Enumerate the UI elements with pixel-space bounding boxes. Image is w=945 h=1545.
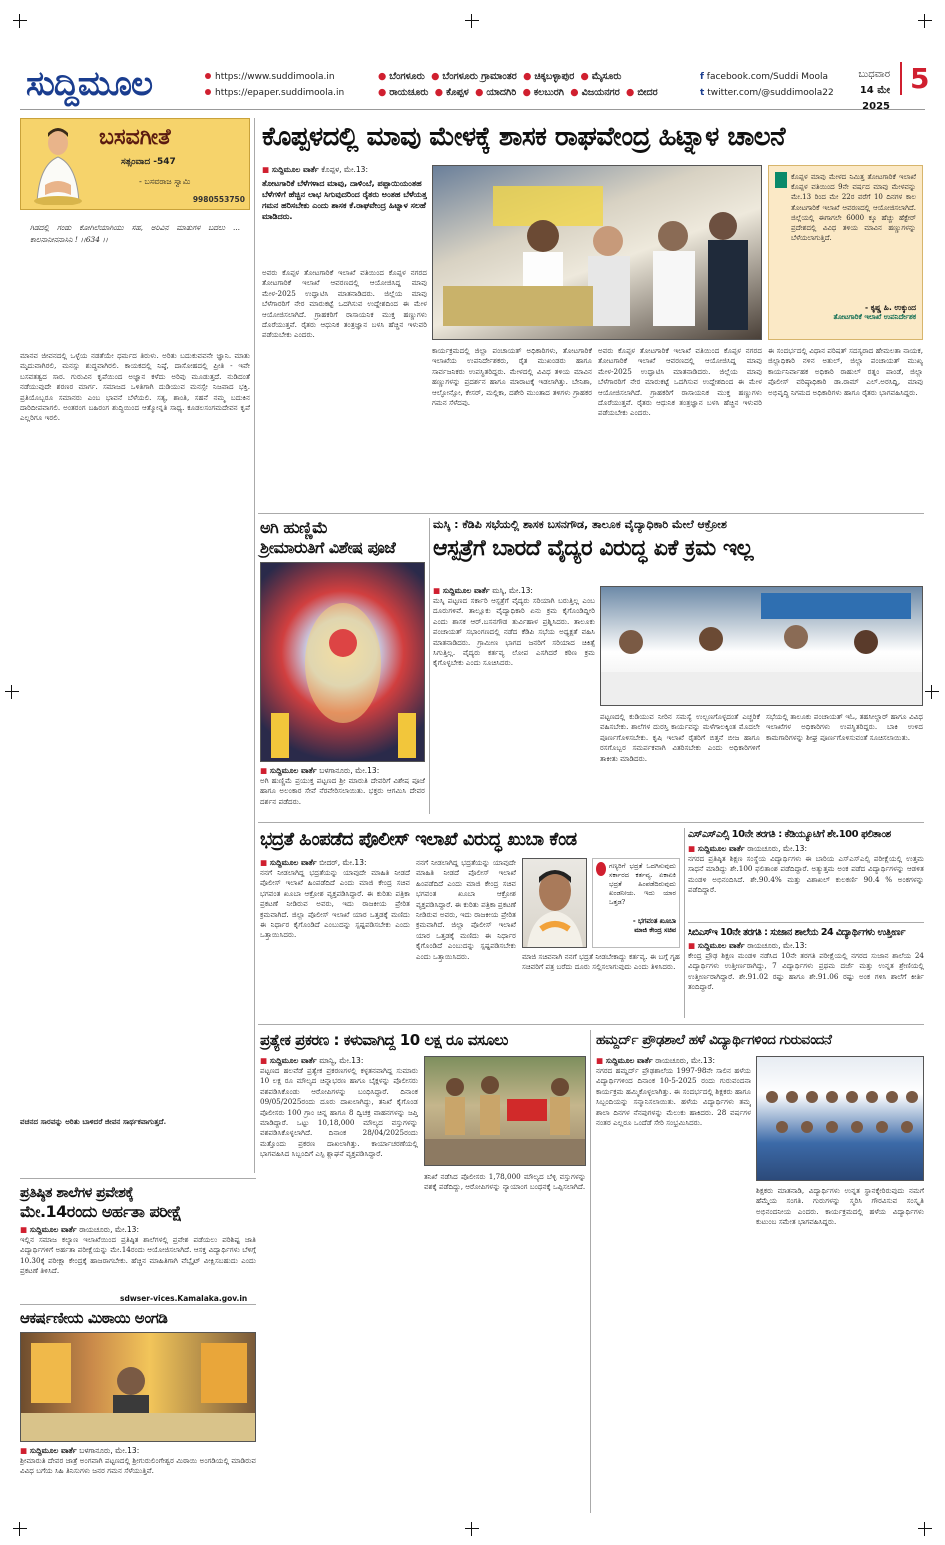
issue-day: ಬುಧವಾರ [858, 69, 890, 80]
byline-bullet-icon: ■ [260, 1056, 268, 1065]
newspaper-logo: ಸುದ್ದಿಮೂಲ [26, 64, 152, 104]
kdp-meeting-photo [600, 586, 923, 706]
byline-source: ಸುದ್ದಿಮೂಲ ವಾರ್ತೆ [605, 1056, 653, 1065]
byline-bullet-icon: ■ [20, 1225, 28, 1234]
byline-place: ಮಾನ್ವಿ, ಮೇ.13: [319, 1056, 364, 1065]
byline-bullet-icon: ■ [433, 586, 441, 595]
entrance-headline-1: ಪ್ರತಿಷ್ಠಿತ ಶಾಲೆಗಳ ಪ್ರವೇಶಕ್ಕೆ [20, 1185, 134, 1201]
registration-mark [465, 1522, 479, 1536]
column-divider [429, 518, 430, 814]
alumni-headline: ಹಮ್ದರ್ದ್ ಪ್ರೌಢಶಾಲೆ ಹಳೆ ವಿದ್ಯಾರ್ಥಿಗಳಿಂದ ಗುರುವಂದನೆ [596, 1032, 832, 1048]
basavageethe-body: ಮಾನವ ಜೀವನದಲ್ಲಿ ಒಳ್ಳೆಯ ನಡತೆಯೇ ಧರ್ಮದ ತಿರುಳು. ಅರಿತು ಬದುಕುವವನೇ ಜ್ಞಾನಿ. ಮಾತು ಮೃದುವಾಗಿರಲಿ, ಮನಸ್ಸು ಶುದ್ಧವಾಗಿರಲಿ. ಕಾಯಕದಲ್ಲಿ ನಿಷ್ಠೆ, ದಾಸೋಹದಲ್ಲಿ ಪ್ರೀತಿ - ಇವೇ ಬಸವತತ್ವದ ಸಾರ. ಗುರುವಿನ ಕೃಪೆಯಿಂದ ಅಜ್ಞಾನ ಕಳೆದು ಅರಿವು ಮೂಡುತ್ತದೆ. ನುಡಿದಂತೆ ನಡೆಯುವುದೇ ಶರಣರ ಮಾರ್ಗ. ಸಮಾಜದ ಒಳಿತಿಗಾಗಿ ದುಡಿಯುವ ಮನಸ್ಸೇ ನಿಜವಾದ ಭಕ್ತಿ. ಪ್ರತಿಯೊಬ್ಬರೂ ಸಮಾನರು ಎಂಬ ಭಾವನೆ ಬೆಳೆಯಲಿ. ಸತ್ಯ, ಶಾಂತಿ, ಸಹನೆ ನಮ್ಮ ಬದುಕಿನ ದಾರಿದೀಪವಾಗಲಿ. ಅಂತರಂಗ ಬಹಿರಂಗ ಶುದ್ಧಿಯಿಂದ ಆತ್ಮೋನ್ನತಿ ಸಾಧ್ಯ. ಕೂಡಲಸಂಗಮದೇವನ ಕೃಪೆ ಎಲ್ಲರಿಗೂ ಇರಲಿ. [20, 351, 250, 423]
quote-icon [775, 172, 787, 188]
police-quote-by: - ಭಗವಂತ ಖೂಬಾ [632, 917, 676, 925]
temple-headline-2: ಶ್ರೀಮಾರುತಿಗೆ ವಿಶೇಷ ಪೂಜೆ [260, 538, 396, 557]
section-divider [20, 1178, 256, 1179]
registration-mark [465, 14, 479, 28]
basavageethe-phone: 9980553750 [192, 195, 245, 204]
sslc2-body: ಕೇಂದ್ರ ಪ್ರೌಢ ಶಿಕ್ಷಣ ಮಂಡಳಿ ನಡೆಸಿದ 10ನೇ ತರಗತಿ ಪರೀಕ್ಷೆಯಲ್ಲಿ ನಗರದ ಸುಜಾನ ಶಾಲೆಯ 24 ವಿದ್ಯಾರ್ಥಿಗಳು ಉತ್ತೀರ್ಣರಾಗಿದ್ದು, 7 ವಿದ್ಯಾರ್ಥಿಗಳು ಪ್ರಥಮ ದರ್ಜೆ ಮತ್ತು ಉನ್ನತ ಶ್ರೇಣಿಯಲ್ಲಿ ಉತ್ತೀರ್ಣರಾಗಿದ್ದಾರೆ. ಶೇ.91.02 ರಷ್ಟು ಹಾಗೂ ಶೇ.91.06 ರಷ್ಟು ಅಂಕ ಗಳಿಸಿ ಶಾಲೆಗೆ ಕೀರ್ತಿ ತಂದಿದ್ದಾರೆ. [688, 951, 924, 992]
city-item: ಚಿಕ್ಕಬಳ್ಳಾಪುರ [534, 71, 575, 82]
theft-byline [260, 1056, 418, 1066]
registration-mark [925, 685, 939, 699]
sslc1-byline [688, 844, 924, 854]
basavageethe-episode: ಸತ್ಸಂವಾದ -547 [121, 157, 176, 167]
hospital-headline: ಆಸ್ಪತ್ರೆಗೆ ಬಾರದೆ ವೈದ್ಯರ ವಿರುದ್ಧ ಏಕೆ ಕ್ರಮ ಇಲ್ಲ [433, 536, 754, 561]
byline-place: ಬಳಗಾನೂರು, ಮೇ.13: [79, 1446, 140, 1455]
byline-place: ಮಸ್ಕಿ, ಮೇ.13: [492, 586, 533, 595]
byline-place: ರಾಯಚೂರು, ಮೇ.13: [747, 844, 807, 853]
sslc-story-1 [688, 828, 924, 918]
khuba-portrait [522, 858, 587, 948]
alumni-group-photo [756, 1056, 924, 1181]
section-divider [258, 1024, 924, 1025]
mango-fair-photo [432, 165, 762, 340]
facebook-icon: f [700, 72, 704, 82]
temple-headline-1: ಅಗಿ ಹುಣ್ಣಿಮೆ [260, 518, 328, 537]
twitter-link[interactable]: twitter.com/@suddimoola22 [707, 88, 834, 98]
entrance-byline [20, 1225, 256, 1235]
byline-source: ಸುದ್ದಿಮೂಲ ವಾರ್ತೆ [271, 165, 319, 174]
sweet-shop-photo [20, 1332, 256, 1442]
theft-col-1 [260, 1056, 418, 1513]
entrance-body: ಇಲ್ಲಿನ ಸಮಾಜ ಕಲ್ಯಾಣ ಇಲಾಖೆಯಿಂದ ಪ್ರತಿಷ್ಠಿತ ಶಾಲೆಗಳಲ್ಲಿ ಪ್ರವೇಶ ಪಡೆಯಲು ಪರಿಶಿಷ್ಟ ಜಾತಿ ವಿದ್ಯಾರ್ಥಿಗಳಿಗೆ ಅರ್ಹತಾ ಪರೀಕ್ಷೆಯನ್ನು ಮೇ.14ರಂದು ಆಯೋಜಿಸಲಾಗಿದೆ. ಆಸಕ್ತ ವಿದ್ಯಾರ್ಥಿಗಳು ಬೆಳಿಗ್ಗೆ 10.30ಕ್ಕೆ ಪರೀಕ್ಷಾ ಕೇಂದ್ರಕ್ಕೆ ಹಾಜರಾಗಬೇಕು. ಹೆಚ್ಚಿನ ಮಾಹಿತಿಗಾಗಿ ವೆಬ್ಸೈಟ್ ವೀಕ್ಷಿಸಬಹುದು ಎಂದು ಪ್ರಕಟಣೆ ತಿಳಿಸಿದೆ. [20, 1235, 256, 1276]
issue-date [830, 67, 890, 115]
sslc2-byline [688, 941, 924, 951]
police-byline [260, 858, 410, 868]
sweets-byline [20, 1446, 256, 1456]
column-divider [254, 118, 255, 1173]
theft-body: ಪಟ್ಟಣದ ಹಲವೆಡೆ ಪ್ರತ್ಯೇಕ ಪ್ರಕರಣಗಳಲ್ಲಿ ಕಳ್ಳತನವಾಗಿದ್ದ ಸುಮಾರು 10 ಲಕ್ಷ ರೂ ಮೌಲ್ಯದ ಚಿನ್ನಾಭರಣ ಹಾಗೂ ಬೈಕ್ಗಳನ್ನು ಪೊಲೀಸರು ವಶಪಡಿಸಿಕೊಂಡು ಆರೋಪಿಗಳನ್ನು ಬಂಧಿಸಿದ್ದಾರೆ. ದಿನಾಂಕ 09/05/2025ರಂದು ದೂರು ದಾಖಲಾಗಿದ್ದು, ತನಿಖೆ ಕೈಗೊಂಡ ಪೊಲೀಸರು 100 ಗ್ರಾಂ ಚಿನ್ನ ಹಾಗೂ 8 ದ್ವಿಚಕ್ರ ವಾಹನಗಳನ್ನು ಜಪ್ತಿ ಮಾಡಿದ್ದಾರೆ. ಒಟ್ಟು 10,18,000 ಮೌಲ್ಯದ ವಸ್ತುಗಳನ್ನು ವಶಪಡಿಸಿಕೊಳ್ಳಲಾಗಿದೆ. ದಿನಾಂಕ 28/04/2025ರಂದು ಮತ್ತೊಂದು ಪ್ರಕರಣ ದಾಖಲಾಗಿತ್ತು. ಕಾರ್ಯಾಚರಣೆಯಲ್ಲಿ ಭಾಗವಹಿಸಿದ ಸಿಬ್ಬಂದಿಗೆ ಎಸ್ಪಿ ಶ್ಲಾಘನೆ ವ್ಯಕ್ತಪಡಿಸಿದ್ದಾರೆ. [260, 1066, 418, 1159]
section-divider [20, 1304, 256, 1305]
lead-quote-role: ತೋಟಗಾರಿಕೆ ಇಲಾಖೆ ಉಪನಿರ್ದೇಶಕ [833, 313, 916, 321]
quote-icon [596, 862, 606, 876]
lead-body-3: ಈ ಸಂದರ್ಭದಲ್ಲಿ ವಿಧಾನ ಪರಿಷತ್ ಸದಸ್ಯರಾದ ಹೇಮಲತಾ ನಾಯಕ, ಜಿಲ್ಲಾಧಿಕಾರಿ ನಳಿನ ಅತುಲ್, ಜಿಲ್ಲಾ ಪಂಚಾಯತ್ ಮುಖ್ಯ ಕಾರ್ಯನಿರ್ವಾಹಕ ಅಧಿಕಾರಿ ರಾಹುಲ್ ರತ್ನಂ ಪಾಂಡೆ, ಜಿಲ್ಲಾ ಪೊಲೀಸ್ ವರಿಷ್ಠಾಧಿಕಾರಿ ಡಾ.ರಾಮ್ ಎಲ್.ಅರಸಿದ್ದಿ, ಮಾವು ಅಭಿವೃದ್ಧಿ ನಿಗಮದ ಅಧಿಕಾರಿಗಳು ಹಾಗೂ ರೈತರು ಭಾಗವಹಿಸಿದ್ದರು. [768, 346, 923, 397]
lead-headline: ಕೊಪ್ಪಳದಲ್ಲಿ ಮಾವು ಮೇಳಕ್ಕೆ ಶಾಸಕ ರಾಘವೇಂದ್ರ ಹಿಟ್ನಾಳ ಚಾಲನೆ [262, 122, 786, 152]
column-divider [684, 828, 685, 1018]
byline-source: ಸುದ್ದಿಮೂಲ ವಾರ್ತೆ [269, 766, 317, 775]
police-body: ನನಗೆ ನೀಡಲಾಗಿದ್ದ ಭದ್ರತೆಯನ್ನು ಯಾವುದೇ ಮಾಹಿತಿ ನೀಡದೆ ಪೊಲೀಸ್ ಇಲಾಖೆ ಹಿಂಪಡೆದಿದೆ ಎಂದು ಮಾಜಿ ಕೇಂದ್ರ ಸಚಿವ ಭಗವಂತ ಖೂಬಾ ಆಕ್ರೋಶ ವ್ಯಕ್ತಪಡಿಸಿದ್ದಾರೆ. ಈ ಕುರಿತು ಪತ್ರಿಕಾ ಪ್ರಕಟಣೆ ನೀಡಿರುವ ಅವರು, ಇದು ರಾಜಕೀಯ ಪ್ರೇರಿತ ಕ್ರಮವಾಗಿದೆ. ಜಿಲ್ಲಾ ಪೊಲೀಸ್ ಇಲಾಖೆ ಯಾರ ಒತ್ತಡಕ್ಕೆ ಮಣಿದು ಈ ನಿರ್ಧಾರ ಕೈಗೊಂಡಿದೆ ಎಂಬುದನ್ನು ಸ್ಪಷ್ಟಪಡಿಸಬೇಕು ಎಂದು ಒತ್ತಾಯಿಸಿದರು. [260, 868, 410, 940]
temple-story [260, 518, 425, 814]
sweets-headline: ಆಕರ್ಷಣೀಯ ಮಿಠಾಯಿ ಅಂಗಡಿ [20, 1309, 168, 1327]
masthead [20, 60, 930, 112]
alumni-body-2: ಶಿಕ್ಷಕರು ಮಾತನಾಡಿ, ವಿದ್ಯಾರ್ಥಿಗಳು ಉನ್ನತ ಸ್ಥಾನಕ್ಕೇರಿರುವುದು ನಮಗೆ ಹೆಮ್ಮೆಯ ಸಂಗತಿ. ಗುರುಗಳನ್ನು ಸ್ಮರಿಸಿ ಗೌರವಿಸುವ ಸಂಸ್ಕೃತಿ ಅಭಿನಂದನೀಯ ಎಂದರು. ಕಾರ್ಯಕ್ರಮದಲ್ಲಿ ಹಳೆಯ ವಿದ್ಯಾರ್ಥಿಗಳು ಕುಟುಂಬ ಸಮೇತ ಭಾಗವಹಿಸಿದ್ದರು. [756, 1186, 924, 1227]
sslc1-body: ನಗರದ ಪ್ರತಿಷ್ಠಿತ ಶಿಕ್ಷಣ ಸಂಸ್ಥೆಯ ವಿದ್ಯಾರ್ಥಿಗಳು ಈ ಬಾರಿಯ ಎಸ್ಎಸ್ಎಲ್ಸಿ ಪರೀಕ್ಷೆಯಲ್ಲಿ ಉತ್ತಮ ಸಾಧನೆ ಮಾಡಿದ್ದು ಶೇ.100 ಫಲಿತಾಂಶ ಪಡೆದಿದ್ದಾರೆ. ಅತ್ಯುತ್ತಮ ಅಂಕ ಪಡೆದ ವಿದ್ಯಾರ್ಥಿಗಳನ್ನು ಆಡಳಿತ ಮಂಡಳಿ ಅಭಿನಂದಿಸಿದೆ. ಶೇ.90.4% ಮತ್ತು ವಿಶಾಖಲ್ ಕುಲಕರ್ಣಿ 90.4 % ಅಂಕಗಳನ್ನು ಪಡೆದಿದ್ದಾರೆ. [688, 854, 924, 895]
sweets-story [20, 1308, 256, 1513]
masthead-links [205, 69, 344, 101]
police-headline: ಭದ್ರತೆ ಹಿಂಪಡೆದ ಪೊಲೀಸ್ ಇಲಾಖೆ ವಿರುದ್ಧ ಖುಬಾ ಕೆಂಡ [260, 829, 577, 850]
website-link[interactable]: https://www.suddimoola.in [215, 72, 335, 82]
lead-quote-by: - ಕೃಷ್ಣ ಹಿ. ಉಕ್ಕುಂದ [865, 303, 916, 312]
byline-bullet-icon: ■ [262, 165, 270, 174]
byline-place: ಕೊಪ್ಪಳ, ಮೇ.13: [321, 165, 368, 174]
lead-quote-box [768, 165, 923, 340]
epaper-link[interactable]: https://epaper.suddimoola.in [215, 88, 345, 98]
section-divider [258, 513, 924, 514]
temple-byline [260, 766, 425, 776]
byline-bullet-icon: ■ [688, 941, 696, 950]
column-divider [590, 1030, 591, 1513]
entrance-headline-2: ಮೇ.14ರಂದು ಅರ್ಹತಾ ಪರೀಕ್ಷೆ [20, 1202, 182, 1221]
temple-deity-photo [260, 562, 425, 762]
police-col-1 [260, 858, 410, 1018]
byline-source: ಸುದ್ದಿಮೂಲ ವಾರ್ತೆ [269, 858, 317, 867]
registration-mark [13, 1522, 27, 1536]
web-icon [205, 89, 211, 95]
byline-place: ರಾಯಚೂರು, ಮೇ.13: [655, 1056, 715, 1065]
byline-bullet-icon: ■ [260, 766, 268, 775]
sslc-story-2 [688, 926, 924, 1018]
basavageethe-title: ಬಸವಗೀತೆ [99, 125, 171, 150]
basavageethe-author: - ಬಸವರಾಜ ಸ್ವಾಮಿ [139, 177, 191, 186]
byline-bullet-icon: ■ [688, 844, 696, 853]
byline-source: ಸುದ್ದಿಮೂಲ ವಾರ್ತೆ [269, 1056, 317, 1065]
byline-bullet-icon: ■ [20, 1446, 28, 1455]
byline-place: ಬೀದರ್, ಮೇ.13: [319, 858, 367, 867]
registration-mark [918, 14, 932, 28]
temple-body: ಅಗಿ ಹುಣ್ಣಿಮೆ ಪ್ರಯುಕ್ತ ಪಟ್ಟಣದ ಶ್ರೀ ಮಾರುತಿ ದೇವರಿಗೆ ವಿಶೇಷ ಪೂಜೆ ಹಾಗೂ ಅಲಂಕಾರ ಸೇವೆ ನೆರವೇರಿಸಲಾಯಿತು. ಭಕ್ತರು ಆಗಮಿಸಿ ದೇವರ ದರ್ಶನ ಪಡೆದರು. [260, 776, 425, 806]
lead-body-2: ಕಾರ್ಯಕ್ರಮದಲ್ಲಿ ಜಿಲ್ಲಾ ಪಂಚಾಯತ್ ಅಧಿಕಾರಿಗಳು, ತೋಟಗಾರಿಕೆ ಇಲಾಖೆಯ ಉಪನಿರ್ದೇಶಕರು, ರೈತ ಮುಖಂಡರು ಹಾಗೂ ಸಾರ್ವಜನಿಕರು ಉಪಸ್ಥಿತರಿದ್ದರು. ಮೇಳದಲ್ಲಿ ವಿವಿಧ ತಳಿಯ ಮಾವಿನ ಹಣ್ಣುಗಳನ್ನು ಪ್ರದರ್ಶನ ಹಾಗೂ ಮಾರಾಟಕ್ಕೆ ಇಡಲಾಗಿತ್ತು. ಬೇನಿಶಾ, ಆಲ್ಫೋನ್ಸೋ, ಕೇಸರ್, ಮಲ್ಲಿಕಾ, ದಶೇರಿ ಮುಂತಾದ ತಳಿಗಳು ಗ್ರಾಹಕರ ಗಮನ ಸೆಳೆದವು. [432, 346, 592, 408]
police-quote-role: ಮಾಜಿ ಕೇಂದ್ರ ಸಚಿವ [634, 926, 676, 934]
lead-story [262, 165, 427, 505]
byline-source: ಸುದ್ದಿಮೂಲ ವಾರ್ತೆ [697, 941, 745, 950]
alumni-byline [596, 1056, 751, 1066]
hospital-byline [433, 586, 595, 596]
page-number: 5 [900, 62, 929, 95]
basavageethe-verse: ಗಿಡದಲ್ಲಿ ಗಂಡು ಕೋಗಿಲೆಯಾಗಿಯು ಸಹ, ಅರಿವಿನ ಮಾತುಗಳ ಬದಲು ... ಕಾಲನಾನೀನನಾಸಿನಿ ! ।।634 ।। [30, 223, 240, 244]
byline-place: ಬಳಗಾನೂರು, ಮೇ.13: [319, 766, 380, 775]
basavageethe-closing: ವಚನದ ಸಾರವನ್ನು ಅರಿತು ಬಾಳಿದರೆ ಜೀವನ ಸಾರ್ಥಕವಾಗುತ್ತದೆ. [20, 1117, 167, 1126]
entrance-link[interactable]: sdwser-vices.Kamalaka.gov.in [120, 1294, 248, 1303]
sweets-body: ಶ್ರೀಮಾರುತಿ ದೇವರ ಜಾತ್ರೆ ಅಂಗವಾಗಿ ಪಟ್ಟಣದಲ್ಲಿ ಶ್ರೀಗುರುಲಿಂಗೇಶ್ವರ ಮಿಠಾಯಿ ಅಂಗಡಿಯಲ್ಲಿ ಮಾಡಿರುವ ವಿವಿಧ ಬಗೆಯ ಸಿಹಿ ತಿನಿಸುಗಳು ಜನರ ಗಮನ ಸೆಳೆಯುತ್ತಿವೆ. [20, 1456, 256, 1476]
police-quote: ಗಣ್ಯರಿಗೆ ಭದ್ರತೆ ಒದಗಿಸುವುದು ಸರ್ಕಾರದ ಕರ್ತವ್ಯ. ಏಕಾಏಕಿ ಭದ್ರತೆ ಹಿಂಪಡೆದಿರುವುದು ಖಂಡನೀಯ. ಇದು ಯಾರ ಒತ್ತಡ? [609, 862, 676, 906]
city-item: ಬೆಂಗಳೂರು ಗ್ರಾಮಾಂತರ [442, 71, 517, 82]
lead-quote: ಕೊಪ್ಪಳ ಮಾವು ಮೇಳದ ನಿಮಿತ್ತ ತೋಟಗಾರಿಕೆ ಇಲಾಖೆ ಕೊಪ್ಪಳ ವತಿಯಿಂದ 9ನೇ ವರ್ಷದ ಮಾವು ಮೇಳವನ್ನು ಮೇ.13 ರಿಂದ ಮೇ 22ರ ವರೆಗೆ 10 ದಿನಗಳ ಕಾಲ ತೋಟಗಾರಿಕೆ ಇಲಾಖೆ ಆವರಣದಲ್ಲಿ ಆಯೋಜಿಸಲಾಗಿದೆ. ಜಿಲ್ಲೆಯಲ್ಲಿ ಈಗಾಗಲೇ 6000 ಕ್ಕೂ ಹೆಚ್ಚು ಹೆಕ್ಟೇರ್ ಪ್ರದೇಶದಲ್ಲಿ ವಿವಿಧ ತಳಿಯ ಮಾವಿನ ಹಣ್ಣುಗಳನ್ನು ಬೆಳೆಯಲಾಗುತ್ತಿದೆ. [791, 173, 916, 243]
byline-source: ಸುದ್ದಿಮೂಲ ವಾರ್ತೆ [697, 844, 745, 853]
sslc1-headline: ಎಸ್ಎಸ್ಎಲ್ಸಿ 10ನೇ ತರಗತಿ : ಕೆಡಿಯ್ಯೂಟಿಗೆ ಶೇ.100 ಫಲಿತಾಂಶ [688, 829, 891, 840]
issue-date-text: 14 ಮೇ 2025 [859, 85, 890, 112]
police-body-2: ನನಗೆ ನೀಡಲಾಗಿದ್ದ ಭದ್ರತೆಯನ್ನು ಯಾವುದೇ ಮಾಹಿತಿ ನೀಡದೆ ಪೊಲೀಸ್ ಇಲಾಖೆ ಹಿಂಪಡೆದಿದೆ ಎಂದು ಮಾಜಿ ಕೇಂದ್ರ ಸಚಿವ ಭಗವಂತ ಖೂಬಾ ಆಕ್ರೋಶ ವ್ಯಕ್ತಪಡಿಸಿದ್ದಾರೆ. ಈ ಕುರಿತು ಪತ್ರಿಕಾ ಪ್ರಕಟಣೆ ನೀಡಿರುವ ಅವರು, ಇದು ರಾಜಕೀಯ ಪ್ರೇರಿತ ಕ್ರಮವಾಗಿದೆ. ಜಿಲ್ಲಾ ಪೊಲೀಸ್ ಇಲಾಖೆ ಯಾರ ಒತ್ತಡಕ್ಕೆ ಮಣಿದು ಈ ನಿರ್ಧಾರ ಕೈಗೊಂಡಿದೆ ಎಂಬುದನ್ನು ಸ್ಪಷ್ಟಪಡಿಸಬೇಕು ಎಂದು ಒತ್ತಾಯಿಸಿದರು. [416, 858, 516, 961]
city-item: ಬೀದರ [637, 87, 658, 98]
seized-goods-photo [424, 1056, 586, 1166]
byline-source: ಸುದ್ದಿಮೂಲ ವಾರ್ತೆ [29, 1446, 77, 1455]
section-divider [258, 822, 924, 823]
lead-body-1: ಅವರು ಕೊಪ್ಪಳ ತೋಟಗಾರಿಕೆ ಇಲಾಖೆ ವತಿಯಿಂದ ಕೊಪ್ಪಳ ನಗರದ ತೋಟಗಾರಿಕೆ ಇಲಾಖೆ ಆವರಣದಲ್ಲಿ ಆಯೋಜಿಸಿದ್ದ ಮಾವು ಮೇಳ-2025 ಉದ್ಘಾಟಿಸಿ ಮಾತನಾಡಿದರು. ಜಿಲ್ಲೆಯ ಮಾವು ಬೆಳೆಗಾರರಿಗೆ ನೇರ ಮಾರುಕಟ್ಟೆ ಒದಗಿಸುವ ಉದ್ದೇಶದಿಂದ ಈ ಮೇಳ ಆಯೋಜಿಸಲಾಗಿದೆ. ಗ್ರಾಹಕರಿಗೆ ರಾಸಾಯನಿಕ ಮುಕ್ತ ಹಣ್ಣುಗಳು ದೊರೆಯುತ್ತವೆ. ರೈತರು ಆಧುನಿಕ ತಂತ್ರಜ್ಞಾನ ಬಳಸಿ ಹೆಚ್ಚಿನ ಇಳುವರಿ ಪಡೆಯಬೇಕು ಎಂದರು. [262, 268, 427, 340]
theft-body-2: ತನಿಖೆ ನಡೆಸಿದ ಪೊಲೀಸರು 1,78,000 ಮೌಲ್ಯದ ಬೆಳ್ಳಿ ವಸ್ತುಗಳನ್ನು ವಶಕ್ಕೆ ಪಡೆದಿದ್ದು, ಆರೋಪಿಗಳನ್ನು ನ್ಯಾಯಾಂಗ ಬಂಧನಕ್ಕೆ ಒಪ್ಪಿಸಲಾಗಿದೆ. [424, 1172, 586, 1192]
section-divider [688, 922, 924, 923]
hospital-body-3: ಸಭೆಯಲ್ಲಿ ತಾಲೂಕು ಪಂಚಾಯತ್ ಇಓ, ತಹಸೀಲ್ದಾರ್ ಹಾಗೂ ವಿವಿಧ ಇಲಾಖೆಗಳ ಅಧಿಕಾರಿಗಳು ಉಪಸ್ಥಿತರಿದ್ದರು. ಬಾಕಿ ಉಳಿದ ಕಾಮಗಾರಿಗಳನ್ನು ಶೀಘ್ರ ಪೂರ್ಣಗೊಳಿಸುವಂತೆ ಸೂಚಿಸಲಾಯಿತು. [766, 712, 923, 742]
hospital-body-2: ಪಟ್ಟಣದಲ್ಲಿ ಕುಡಿಯುವ ನೀರಿನ ಸಮಸ್ಯೆ ಉಲ್ಬಣಗೊಳ್ಳದಂತೆ ಎಚ್ಚರಿಕೆ ವಹಿಸಬೇಕು. ಶಾಲೆಗಳ ದುರಸ್ತಿ ಕಾರ್ಯವನ್ನು ಮಳೆಗಾಲಕ್ಕಿಂತ ಮೊದಲೇ ಪೂರ್ಣಗೊಳಿಸಬೇಕು. ಕೃಷಿ ಇಲಾಖೆ ರೈತರಿಗೆ ಬಿತ್ತನೆ ಬೀಜ ಹಾಗೂ ರಸಗೊಬ್ಬರ ಸಮರ್ಪಕವಾಗಿ ವಿತರಿಸಬೇಕು ಎಂದು ಅಧಿಕಾರಿಗಳಿಗೆ ತಾಕೀತು ಮಾಡಿದರು. [600, 712, 760, 763]
police-quote-box [592, 858, 680, 948]
alumni-col-1 [596, 1056, 751, 1513]
city-item: ವಿಜಯನಗರ [581, 87, 620, 98]
city-item: ಮೈಸೂರು [591, 71, 622, 82]
entrance-story [20, 1184, 256, 1294]
city-item: ಬೆಂಗಳೂರು [389, 71, 425, 82]
basavageethe-column [20, 118, 250, 1173]
lead-body-2b: ಅವರು ಕೊಪ್ಪಳ ತೋಟಗಾರಿಕೆ ಇಲಾಖೆ ವತಿಯಿಂದ ಕೊಪ್ಪಳ ನಗರದ ತೋಟಗಾರಿಕೆ ಇಲಾಖೆ ಆವರಣದಲ್ಲಿ ಆಯೋಜಿಸಿದ್ದ ಮಾವು ಮೇಳ-2025 ಉದ್ಘಾಟಿಸಿ ಮಾತನಾಡಿದರು. ಜಿಲ್ಲೆಯ ಮಾವು ಬೆಳೆಗಾರರಿಗೆ ನೇರ ಮಾರುಕಟ್ಟೆ ಒದಗಿಸುವ ಉದ್ದೇಶದಿಂದ ಈ ಮೇಳ ಆಯೋಜಿಸಲಾಗಿದೆ. ಗ್ರಾಹಕರಿಗೆ ರಾಸಾಯನಿಕ ಮುಕ್ತ ಹಣ್ಣುಗಳು ದೊರೆಯುತ್ತವೆ. ರೈತರು ಆಧುನಿಕ ತಂತ್ರಜ್ಞಾನ ಬಳಸಿ ಹೆಚ್ಚಿನ ಇಳುವರಿ ಪಡೆಯಬೇಕು ಎಂದರು. [598, 346, 762, 418]
facebook-link[interactable]: facebook.com/Suddi Moola [706, 72, 829, 82]
saint-illustration [27, 125, 89, 205]
byline-bullet-icon: ■ [596, 1056, 604, 1065]
byline-source: ಸುದ್ದಿಮೂಲ ವಾರ್ತೆ [442, 586, 490, 595]
byline-place: ರಾಯಚೂರು, ಮೇ.13: [747, 941, 807, 950]
city-item: ಯಾದಗಿರಿ [486, 87, 517, 98]
city-item: ರಾಯಚೂರು [389, 87, 429, 98]
registration-mark [918, 1522, 932, 1536]
registration-mark [5, 685, 19, 699]
city-item: ಕೊಪ್ಪಳ [446, 87, 469, 98]
web-icon [205, 73, 211, 79]
lead-summary: ತೋಟಗಾರಿಕೆ ಬೆಳೆಗಳಾದ ಮಾವು, ದಾಳಿಂಬೆ, ಪಪ್ಪಾಯಿಯಂತಹ ಬೆಳೆಗಳಿಗೆ ಹೆಚ್ಚಿನ ಲಾಭ ಸಿಗುವುದರಿಂದ ರೈತರು ಅಂತಹ ಬೆಳೆಯತ್ತ ಗಮನ ಹರಿಸಬೇಕು ಎಂದು ಶಾಸಕ ಕೆ.ರಾಘವೇಂದ್ರ ಹಿಟ್ನಾಳ ಸಲಹೆ ಮಾಡಿದರು. [262, 179, 427, 221]
theft-headline: ಪ್ರತ್ಯೇಕ ಪ್ರಕರಣ : ಕಳುವಾಗಿದ್ದ 10 ಲಕ್ಷ ರೂ ವಸೂಲು [260, 1031, 508, 1049]
alumni-body: ನಗರದ ಹಮ್ದರ್ದ್ ಪ್ರೌಢಶಾಲೆಯ 1997-98ನೇ ಸಾಲಿನ ಹಳೆಯ ವಿದ್ಯಾರ್ಥಿಗಳಿಂದ ದಿನಾಂಕ 10-5-2025 ರಂದು ಗುರುವಂದನಾ ಕಾರ್ಯಕ್ರಮ ಹಮ್ಮಿಕೊಳ್ಳಲಾಗಿತ್ತು. ಈ ಸಂದರ್ಭದಲ್ಲಿ ಶಿಕ್ಷಕರು ಹಾಗೂ ಸಿಬ್ಬಂದಿಯನ್ನು ಸನ್ಮಾನಿಸಲಾಯಿತು. ಹಳೆಯ ವಿದ್ಯಾರ್ಥಿಗಳು ತಮ್ಮ ಶಾಲಾ ದಿನಗಳ ನೆನಪುಗಳನ್ನು ಮೆಲುಕು ಹಾಕಿದರು. 28 ವರ್ಷಗಳ ನಂತರ ಎಲ್ಲರೂ ಒಂದೆಡೆ ಸೇರಿ ಸಂಭ್ರಮಿಸಿದರು. [596, 1066, 751, 1128]
byline-source: ಸುದ್ದಿಮೂಲ ವಾರ್ತೆ [29, 1225, 77, 1234]
twitter-icon: t [700, 88, 705, 98]
police-body-3: ಮಾಜಿ ಸಚಿವನಾಗಿ ನನಗೆ ಭದ್ರತೆ ನೀಡಬೇಕಾದ್ದು ಕರ್ತವ್ಯ. ಈ ಬಗ್ಗೆ ಗೃಹ ಸಚಿವರಿಗೆ ಪತ್ರ ಬರೆದು ದೂರು ಸಲ್ಲಿಸಲಾಗುವುದು ಎಂದು ತಿಳಿಸಿದರು. [522, 952, 680, 972]
hospital-body-1: ಮಸ್ಕಿ ಪಟ್ಟಣದ ಸರ್ಕಾರಿ ಆಸ್ಪತ್ರೆಗೆ ವೈದ್ಯರು ಸರಿಯಾಗಿ ಬರುತ್ತಿಲ್ಲ ಎಂಬ ದೂರುಗಳಿವೆ. ತಾಲ್ಲೂಕು ವೈದ್ಯಾಧಿಕಾರಿ ಏನು ಕ್ರಮ ಕೈಗೊಂಡಿದ್ದೀರಿ ಎಂದು ಶಾಸಕ ಆರ್.ಬಸನಗೌಡ ತುರ್ವಿಹಾಳ ಪ್ರಶ್ನಿಸಿದರು. ತಾಲೂಕು ಪಂಚಾಯತ್ ಸಭಾಂಗಣದಲ್ಲಿ ನಡೆದ ಕೆಡಿಪಿ ಸಭೆಯ ಅಧ್ಯಕ್ಷತೆ ವಹಿಸಿ ಮಾತನಾಡಿದರು. ಗ್ರಾಮೀಣ ಭಾಗದ ಜನರಿಗೆ ಸರಿಯಾದ ಚಿಕಿತ್ಸೆ ಸಿಗುತ್ತಿಲ್ಲ. ವೈದ್ಯರು ಕರ್ತವ್ಯ ಲೋಪ ಎಸಗಿದರೆ ಕಠಿಣ ಕ್ರಮ ಕೈಗೊಳ್ಳಬೇಕು ಎಂದು ಸೂಚಿಸಿದರು. [433, 596, 595, 668]
byline-place: ರಾಯಚೂರು, ಮೇ.13: [79, 1225, 139, 1234]
lead-byline [262, 165, 427, 175]
registration-mark [13, 14, 27, 28]
hospital-col-1 [433, 586, 595, 814]
city-item: ಕಲಬುರಗಿ [533, 87, 564, 98]
basavageethe-header [20, 118, 250, 210]
city-editions: ● ಬೆಂಗಳೂರು ● ಬೆಂಗಳೂರು ಗ್ರಾಮಾಂತರ ● ಚಿಕ್ಕಬಳ್ಳಾಪುರ ● ಮೈಸೂರು ● ರಾಯಚೂರು ● ಕೊಪ್ಪಳ ● ಯಾದಗಿರಿ ● ಕಲಬುರಗಿ ● ವಿಜಯನಗರ ● ಬೀದರ [378, 71, 658, 98]
hospital-kicker: ಮಸ್ಕಿ : ಕೆಡಿಪಿ ಸಭೆಯಲ್ಲಿ ಶಾಸಕ ಬಸನಗೌಡ, ತಾಲೂಕ ವೈದ್ಯಾಧಿಕಾರಿ ಮೇಲೆ ಆಕ್ರೋಶ [433, 518, 727, 531]
byline-bullet-icon: ■ [260, 858, 268, 867]
social-links [700, 69, 834, 101]
sslc2-headline: ಸಿಬಿಎಸ್ಇ 10ನೇ ತರಗತಿ : ಸುಜಾನ ಶಾಲೆಯ 24 ವಿದ್ಯಾರ್ಥಿಗಳು ಉತ್ತೀರ್ಣ [688, 927, 906, 938]
